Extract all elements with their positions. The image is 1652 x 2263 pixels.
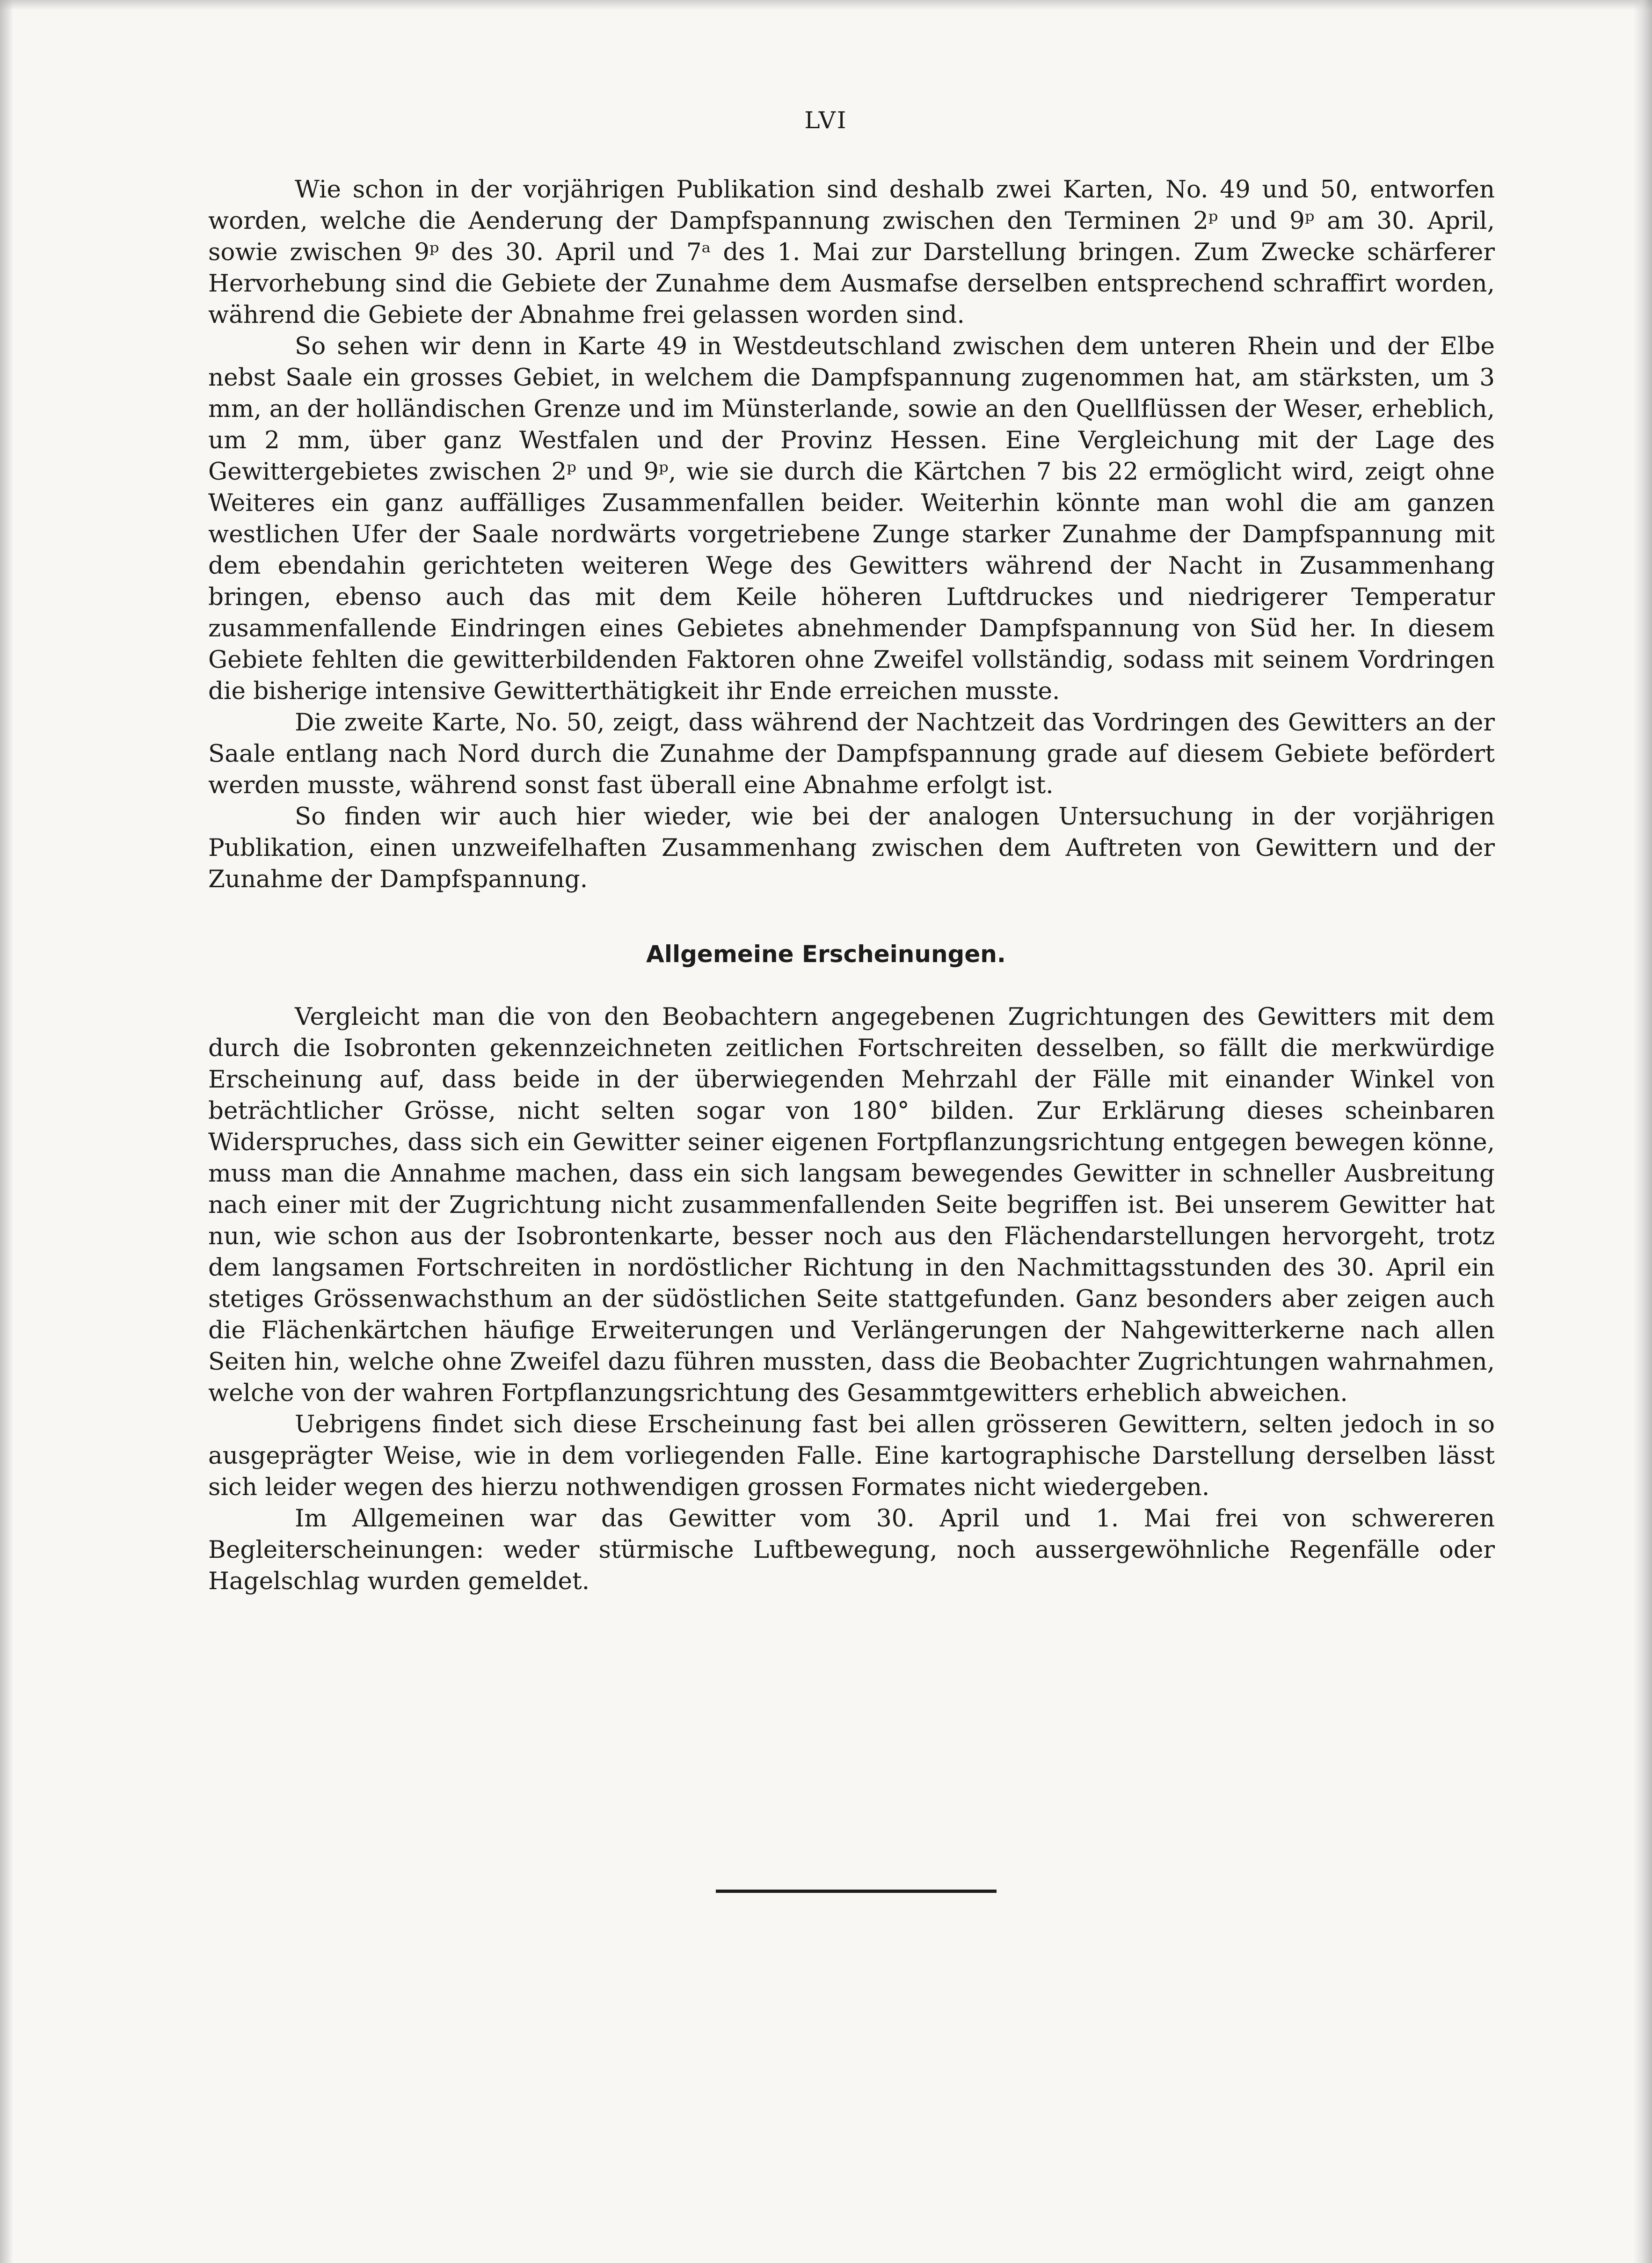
paragraph: Die zweite Karte, No. 50, zeigt, dass während der Nachtzeit das Vordringen des Gewitters an der Saale entlang nach Nord durch die Zunahme der Dampfspannung grade auf diesem Gebiete befördert werden musste, während sonst fast überall eine Abnahme erfolgt ist. bbox=[208, 708, 1495, 799]
paragraph: Vergleicht man die von den Beobachtern angegebenen Zugrichtungen des Gewitters mit dem durch die Isobronten gekennzeichneten zeitlichen Fortschreiten desselben, so fällt die merkwürdige Erscheinung auf, dass beide in der überwiegenden Mehrzahl der Fälle mit einander Winkel von beträchtlicher Grösse, nicht selten sogar von 180° bilden. Zur Erklärung dieses scheinbaren Widerspruches, dass sich ein Gewitter seiner eigenen Fortpflanzungsrichtung entgegen bewegen könne, muss man die Annahme machen, dass ein sich langsam bewegendes Gewitter in schneller Ausbreitung nach einer mit der Zugrichtung nicht zusammenfallenden Seite begriffen ist. Bei unserem Gewitter hat nun, wie schon aus der Isobrontenkarte, besser noch aus den Flächendarstellungen hervorgeht, trotz dem langsamen Fortschreiten in nordöstlicher Richtung in den Nachmittagsstunden des 30. April ein stetiges Grössenwachsthum an der südöstlichen Seite stattgefunden. Ganz besonders aber zeigen auch die Flächenkärtchen häufige Erweiterungen und Verlängerungen der Nahgewitterkerne nach allen Seiten hin, welche ohne Zweifel dazu führen mussten, dass die Beobachter Zugrichtungen wahrnahmen, welche von der wahren Fortpflanzungsrichtung des Gesammtgewitters erheblich abweichen. bbox=[208, 1003, 1495, 1407]
body-section-vapor-pressure bbox=[208, 174, 1495, 895]
paragraph: Im Allgemeinen war das Gewitter vom 30. April und 1. Mai frei von schwereren Begleiterscheinungen: weder stürmische Luftbewegung, noch aussergewöhnliche Regenfälle oder Hagelschlag wurden gemeldet. bbox=[208, 1504, 1495, 1595]
section-heading: Allgemeine Erscheinungen. bbox=[646, 941, 1006, 968]
page-number: LVI bbox=[804, 107, 848, 134]
paragraph: So sehen wir denn in Karte 49 in Westdeutschland zwischen dem unteren Rhein und der Elbe nebst Saale ein grosses Gebiet, in welchem die Dampfspannung zugenommen hat, am stärksten, um 3 mm, an der holländischen Grenze und im Münsterlande, sowie an den Quellflüssen der Weser, erheblich, um 2 mm, über ganz Westfalen und der Provinz Hessen. Eine Vergleichung mit der Lage des Gewittergebietes zwischen 2ᵖ und 9ᵖ, wie sie durch die Kärtchen 7 bis 22 ermöglicht wird, zeigt ohne Weiteres ein ganz auffälliges Zusammenfallen beider. Weiterhin könnte man wohl die am ganzen westlichen Ufer der Saale nordwärts vorgetriebene Zunge starker Zunahme der Dampfspannung mit dem ebendahin gerichteten weiteren Wege des Gewitters während der Nacht in Zusammenhang bringen, ebenso auch das mit dem Keile höheren Luftdruckes und niedrigerer Temperatur zusammenfallende Eindringen eines Gebietes abnehmender Dampfspannung von Süd her. In diesem Gebiete fehlten die gewitterbildenden Faktoren ohne Zweifel vollständig, sodass mit seinem Vordringen die bisherige intensive Gewitterthätigkeit ihr Ende erreichen musste. bbox=[208, 332, 1495, 705]
body-section-general-phenomena bbox=[208, 1001, 1495, 1597]
paragraph: Wie schon in der vorjährigen Publikation sind deshalb zwei Karten, No. 49 und 50, entworfen worden, welche die Aenderung der Dampfspannung zwischen den Terminen 2ᵖ und 9ᵖ am 30. April, sowie zwischen 9ᵖ des 30. April und 7ᵃ des 1. Mai zur Darstellung bringen. Zum Zwecke schärferer Hervorhebung sind die Gebiete der Zunahme dem Ausmafse derselben entsprechend schraffirt worden, während die Gebiete der Abnahme frei gelassen worden sind. bbox=[208, 175, 1495, 329]
paragraph: So finden wir auch hier wieder, wie bei der analogen Untersuchung in der vorjährigen Publikation, einen unzweifelhaften Zusammenhang zwischen dem Auftreten von Gewittern und der Zunahme der Dampfspannung. bbox=[208, 803, 1495, 893]
scan-edge-top bbox=[0, 0, 1652, 10]
scan-edge-right bbox=[1633, 0, 1652, 2263]
scan-edge-left bbox=[0, 0, 13, 2263]
closing-rule-divider bbox=[716, 1890, 997, 1893]
paragraph: Uebrigens findet sich diese Erscheinung fast bei allen grösseren Gewittern, selten jedoch in so ausgeprägter Weise, wie in dem vorliegenden Falle. Eine kartographische Darstellung derselben lässt sich leider wegen des hierzu nothwendigen grossen Formates nicht wiedergeben. bbox=[208, 1410, 1495, 1501]
